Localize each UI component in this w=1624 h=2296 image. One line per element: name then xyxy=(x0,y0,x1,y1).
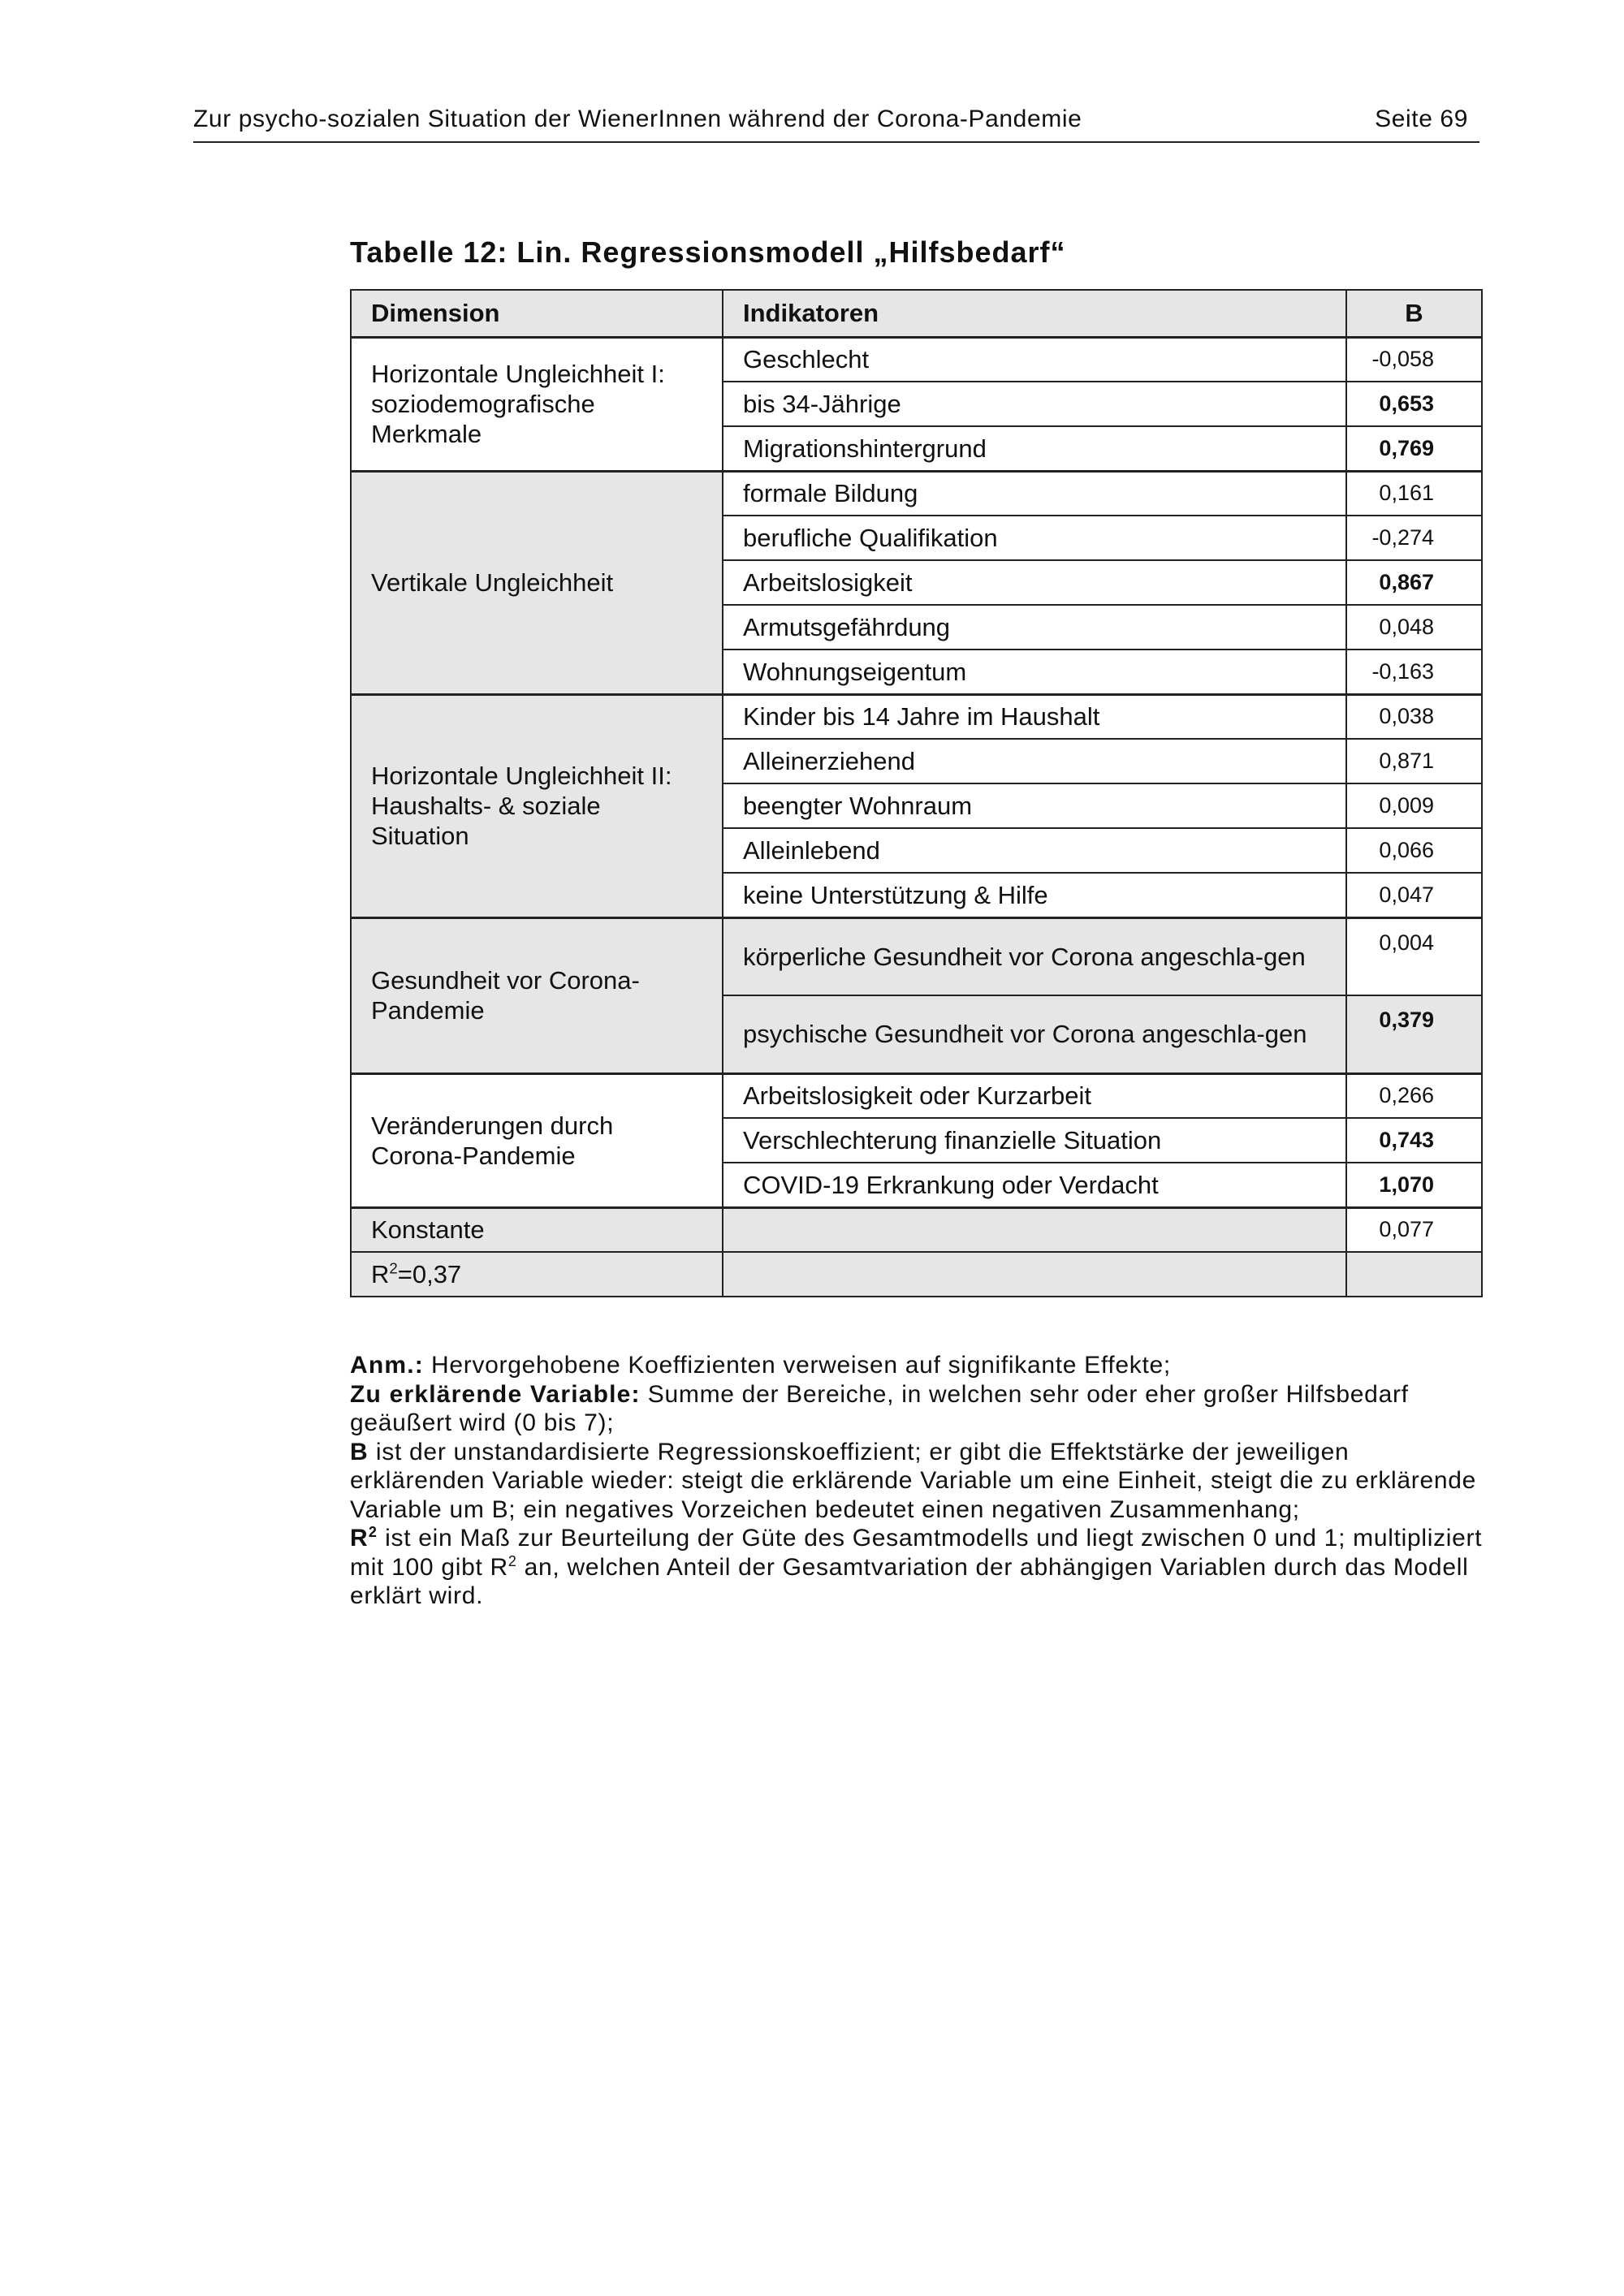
dimension-cell: Gesundheit vor Corona-Pandemie xyxy=(351,917,723,1073)
indicator-cell: formale Bildung xyxy=(723,471,1346,516)
table-header-row xyxy=(351,290,1482,337)
table-row xyxy=(351,337,1482,382)
coefficient-cell: 0,769 xyxy=(1346,426,1482,471)
indicator-cell: Migrationshintergrund xyxy=(723,426,1346,471)
coefficient-cell: 0,009 xyxy=(1346,783,1482,828)
coefficient-cell: 0,047 xyxy=(1346,873,1482,917)
table-title: Tabelle 12: Lin. Regressionsmodell „Hilfsbedarf“ xyxy=(350,235,1066,269)
indicator-cell: Verschlechterung finanzielle Situation xyxy=(723,1118,1346,1163)
coefficient-cell: 0,161 xyxy=(1346,471,1482,516)
indicator-cell: psychische Gesundheit vor Corona angeschla-gen xyxy=(723,995,1346,1073)
indicator-cell: körperliche Gesundheit vor Corona angeschla-gen xyxy=(723,917,1346,995)
coefficient-cell: 0,004 xyxy=(1346,917,1482,995)
table-body xyxy=(351,337,1482,1297)
note-r2: $R^2$ ist ein Maß zur Beurteilung der Güte des Gesamtmodells und liegt zwischen 0 und 1; multipliziert mit 100 gibt $R^2$ an, welchen Anteil der Gesamtvariation der abhängigen Variablen durch das Modell erklärt wird. xyxy=(350,1524,1483,1609)
table-row xyxy=(351,694,1482,739)
table-row xyxy=(351,917,1482,995)
r-squared-cell: $R^2=0,37$ xyxy=(351,1252,723,1297)
indicator-cell: Kinder bis 14 Jahre im Haushalt xyxy=(723,694,1346,739)
column-header-dimension: Dimension xyxy=(351,290,723,337)
indicator-cell: beengter Wohnraum xyxy=(723,783,1346,828)
coefficient-cell: 0,867 xyxy=(1346,560,1482,605)
header-title: Zur psycho-sozialen Situation der WienerInnen während der Corona-Pandemie xyxy=(193,106,1082,132)
dimension-cell: Horizontale Ungleichheit I: soziodemografische Merkmale xyxy=(351,337,723,471)
indicator-cell: Arbeitslosigkeit xyxy=(723,560,1346,605)
indicator-cell: Wohnungseigentum xyxy=(723,650,1346,694)
table-row xyxy=(351,1073,1482,1118)
coefficient-cell: 0,048 xyxy=(1346,605,1482,650)
column-header-b: B xyxy=(1346,290,1482,337)
indicator-cell: Alleinerziehend xyxy=(723,739,1346,783)
table-notes xyxy=(350,1351,1483,1611)
constant-label: Konstante xyxy=(351,1207,723,1252)
coefficient-cell: 1,070 xyxy=(1346,1163,1482,1207)
indicator-cell: Arbeitslosigkeit oder Kurzarbeit xyxy=(723,1073,1346,1118)
coefficient-cell: 0,066 xyxy=(1346,828,1482,873)
indicator-cell: Armutsgefährdung xyxy=(723,605,1346,650)
dimension-cell: Veränderungen durch Corona-Pandemie xyxy=(351,1073,723,1207)
note-anm: Anm.: Hervorgehobene Koeffizienten verweisen auf signifikante Effekte; xyxy=(350,1352,1171,1379)
constant-row xyxy=(351,1207,1482,1252)
coefficient-cell: -0,163 xyxy=(1346,650,1482,694)
note-b: B ist der unstandardisierte Regressionskoeffizient; er gibt die Effektstärke der jeweiligen erklärenden Variable wieder: steigt die erklärende Variable um eine Einheit, steigt die zu erklärende Variable um B; ein negatives Vorzeichen bedeutet einen negativen Zusammenhang; xyxy=(350,1438,1477,1523)
coefficient-cell: 0,743 xyxy=(1346,1118,1482,1163)
running-header xyxy=(193,102,1479,143)
coefficient-cell: -0,274 xyxy=(1346,516,1482,560)
coefficient-cell: 0,379 xyxy=(1346,995,1482,1073)
coefficient-cell: 0,038 xyxy=(1346,694,1482,739)
page-number: Seite 69 xyxy=(1375,106,1468,132)
indicator-cell: Alleinlebend xyxy=(723,828,1346,873)
indicator-cell: COVID-19 Erkrankung oder Verdacht xyxy=(723,1163,1346,1207)
indicator-cell: bis 34-Jährige xyxy=(723,382,1346,426)
indicator-cell: keine Unterstützung & Hilfe xyxy=(723,873,1346,917)
coefficient-cell: 0,266 xyxy=(1346,1073,1482,1118)
table-row xyxy=(351,471,1482,516)
coefficient-cell: -0,058 xyxy=(1346,337,1482,382)
indicator-cell: berufliche Qualifikation xyxy=(723,516,1346,560)
empty-cell xyxy=(1346,1252,1482,1297)
note-dependent-variable: Zu erklärende Variable: Summe der Bereiche, in welchen sehr oder eher großer Hilfsbedarf geäußert wird (0 bis 7); xyxy=(350,1380,1409,1436)
empty-cell xyxy=(723,1207,1346,1252)
coefficient-cell: 0,871 xyxy=(1346,739,1482,783)
empty-cell xyxy=(723,1252,1346,1297)
dimension-cell: Horizontale Ungleichheit II: Haushalts- & soziale Situation xyxy=(351,694,723,917)
coefficient-cell: 0,653 xyxy=(1346,382,1482,426)
r-squared-row xyxy=(351,1252,1482,1297)
dimension-cell: Vertikale Ungleichheit xyxy=(351,471,723,694)
indicator-cell: Geschlecht xyxy=(723,337,1346,382)
regression-table xyxy=(350,289,1483,1297)
column-header-indicators: Indikatoren xyxy=(723,290,1346,337)
constant-value: 0,077 xyxy=(1346,1207,1482,1252)
